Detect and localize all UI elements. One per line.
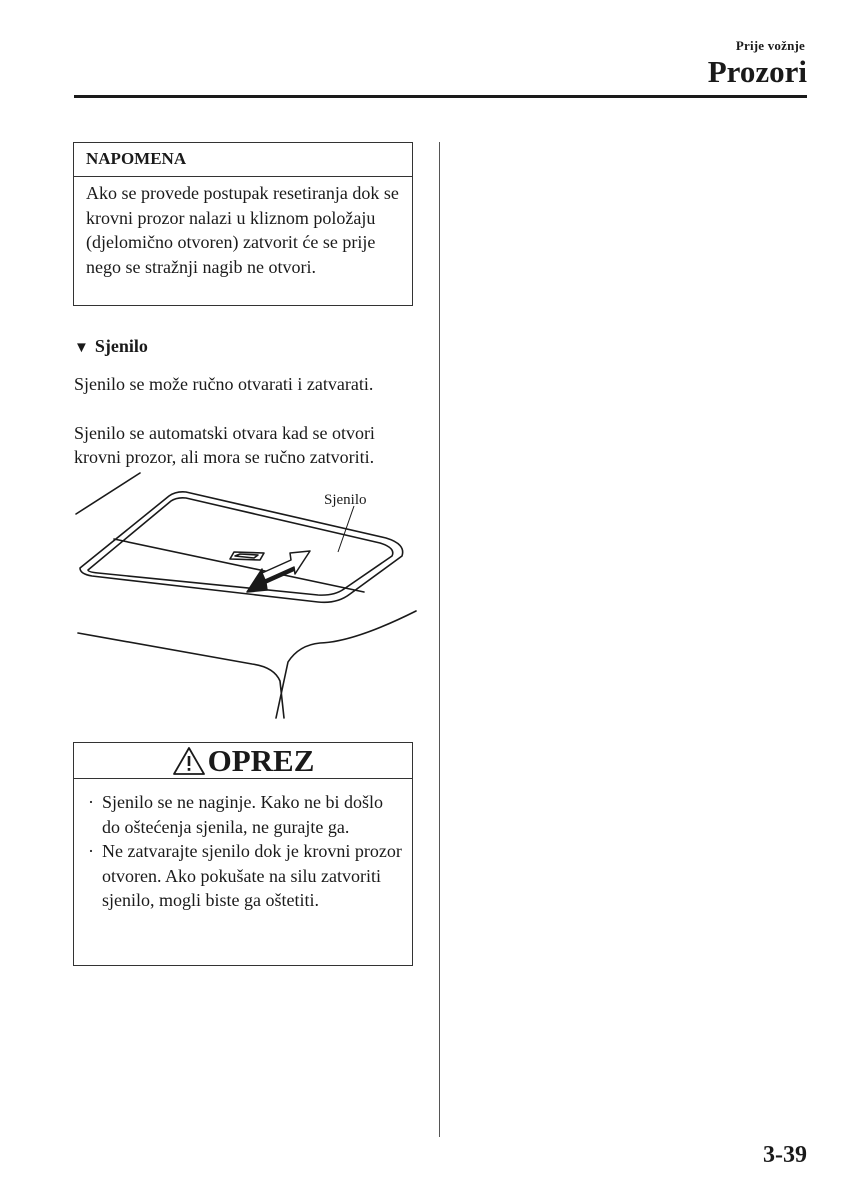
header-rule (74, 95, 807, 98)
section-heading-label: Sjenilo (94, 336, 148, 356)
caution-box (73, 742, 413, 966)
caution-item (88, 839, 402, 913)
caution-item (88, 790, 402, 839)
page-title: Prozori (707, 54, 807, 89)
section-label: Prije vožnje (735, 38, 805, 53)
caution-list (74, 779, 412, 913)
bullet-dot: · (88, 792, 94, 812)
note-text: Ako se provede postupak resetiranja dok se krovni prozor nalazi u kliznom položaju (djelomično otvoren) zatvorit će se prije nego se stražnji nagib ne otvori. (86, 183, 399, 277)
column-divider (439, 142, 440, 1137)
sunshade-seam-line (114, 539, 364, 592)
sunshade-handle-recess (235, 554, 258, 558)
note-box (73, 142, 413, 306)
bullet-dot: · (88, 841, 94, 861)
section-heading (74, 336, 148, 357)
headliner-edge-line (76, 473, 140, 514)
paragraph-2: Sjenilo se automatski otvara kad se otvori krovni prozor, ali mora se ručno zatvoriti. (74, 423, 375, 467)
caution-heading: OPREZ (207, 742, 315, 778)
callout-leader-line (338, 506, 354, 552)
sunroof-outer-outline (80, 492, 403, 602)
roof-trim-line (78, 633, 284, 718)
triangle-marker-icon: ▼ (74, 340, 89, 356)
paragraph-1: Sjenilo se može ručno otvarati i zatvarati. (74, 374, 374, 394)
pillar-edge-line (276, 611, 416, 718)
sunshade-illustration (74, 468, 419, 723)
caution-header (74, 743, 412, 779)
caution-item-text: Ne zatvarajte sjenilo dok je krovni prozor otvoren. Ako pokušate na silu zatvoriti sjenilo, mogli biste ga oštetiti. (102, 841, 402, 910)
sunshade-callout-label: Sjenilo (324, 492, 367, 508)
caution-item-text: Sjenilo se ne naginje. Kako ne bi došlo do oštećenja sjenila, ne gurajte ga. (102, 792, 383, 837)
page-number: 3-39 (763, 1142, 807, 1168)
warning-triangle-icon (172, 745, 206, 777)
note-heading: NAPOMENA (74, 143, 412, 177)
